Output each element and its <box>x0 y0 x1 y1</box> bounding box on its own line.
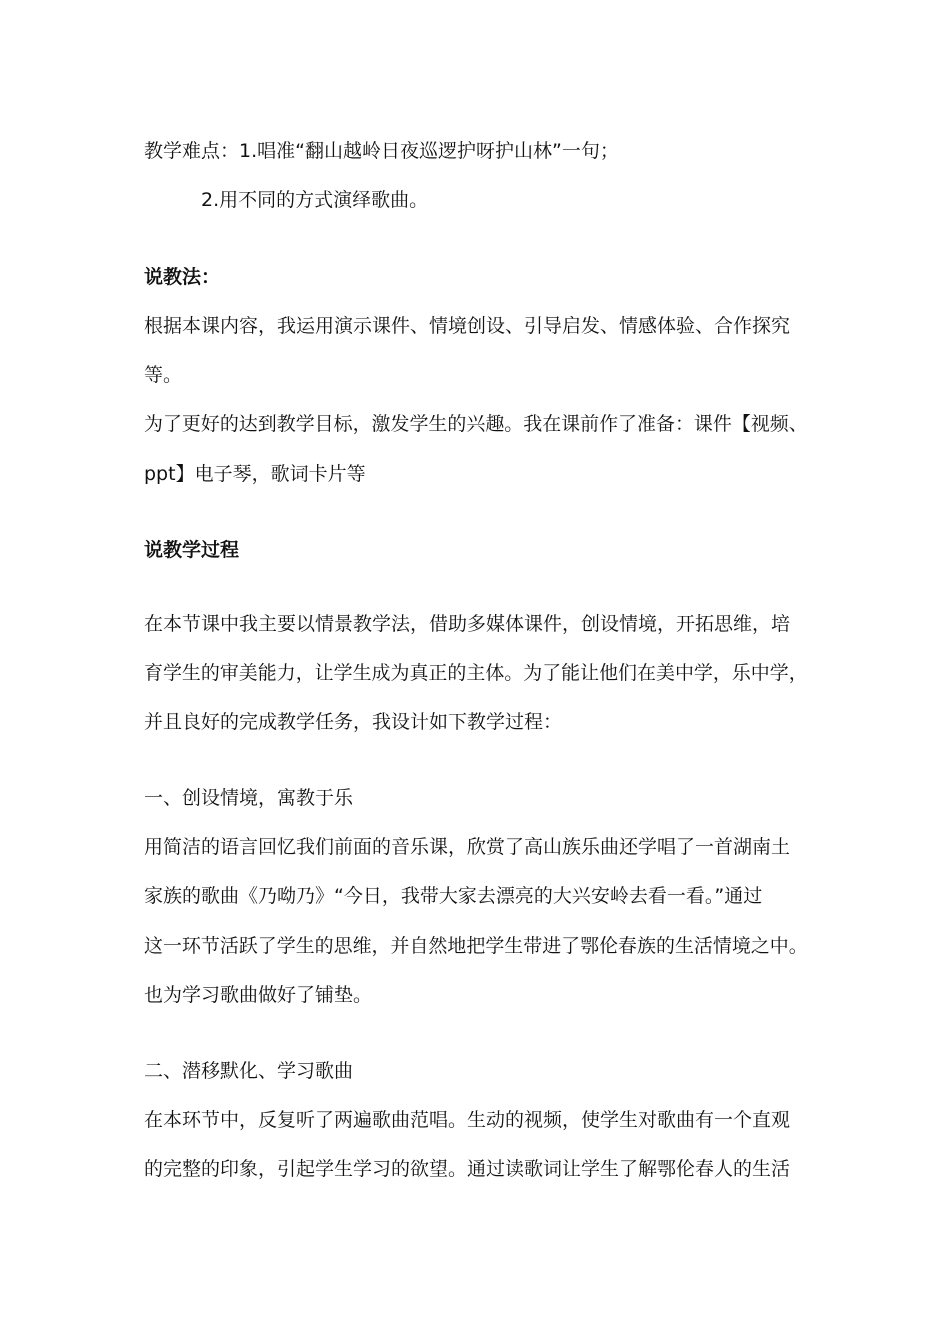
paragraph-line: 在本环节中，反复听了两遍歌曲范唱。生动的视频，使学生对歌曲有一个直观 <box>144 1109 791 1131</box>
paragraph-line: 为了更好的达到教学目标，激发学生的兴趣。我在课前作了准备：课件【视频、 <box>144 413 808 435</box>
subheading-step-2: 二、潜移默化、学习歌曲 <box>144 1060 354 1082</box>
section-heading-teaching-method: 说教法： <box>144 266 221 288</box>
section-heading-teaching-process: 说教学过程 <box>144 539 240 561</box>
paragraph-line: 用简洁的语言回忆我们前面的音乐课，欣赏了高山族乐曲还学唱了一首湖南土 <box>144 836 791 858</box>
teaching-difficulty-line-1: 教学难点：1.唱准“翻山越岭日夜巡逻护呀护山林”一句； <box>144 140 619 162</box>
subheading-step-1: 一、创设情境，寓教于乐 <box>144 787 354 809</box>
paragraph-line: 根据本课内容，我运用演示课件、情境创设、引导启发、情感体验、合作探究 <box>144 315 791 337</box>
paragraph-line: 这一环节活跃了学生的思维，并自然地把学生带进了鄂伦春族的生活情境之中。 <box>144 935 808 957</box>
paragraph-line: 并且良好的完成教学任务，我设计如下教学过程： <box>144 711 563 733</box>
paragraph-line: 在本节课中我主要以情景教学法，借助多媒体课件，创设情境，开拓思维，培 <box>144 613 791 635</box>
paragraph-line: 育学生的审美能力，让学生成为真正的主体。为了能让他们在美中学，乐中学， <box>144 662 808 684</box>
paragraph-line: 的完整的印象，引起学生学习的欲望。通过读歌词让学生了解鄂伦春人的生活 <box>144 1158 791 1180</box>
paragraph-line: ppt】电子琴，歌词卡片等 <box>144 463 366 485</box>
paragraph-line: 也为学习歌曲做好了铺垫。 <box>144 984 373 1006</box>
paragraph-line: 家族的歌曲《乃呦乃》“今日，我带大家去漂亮的大兴安岭去看一看。”通过 <box>144 885 763 907</box>
paragraph-line: 等。 <box>144 364 183 386</box>
teaching-difficulty-line-2: 2.用不同的方式演绎歌曲。 <box>201 189 429 211</box>
